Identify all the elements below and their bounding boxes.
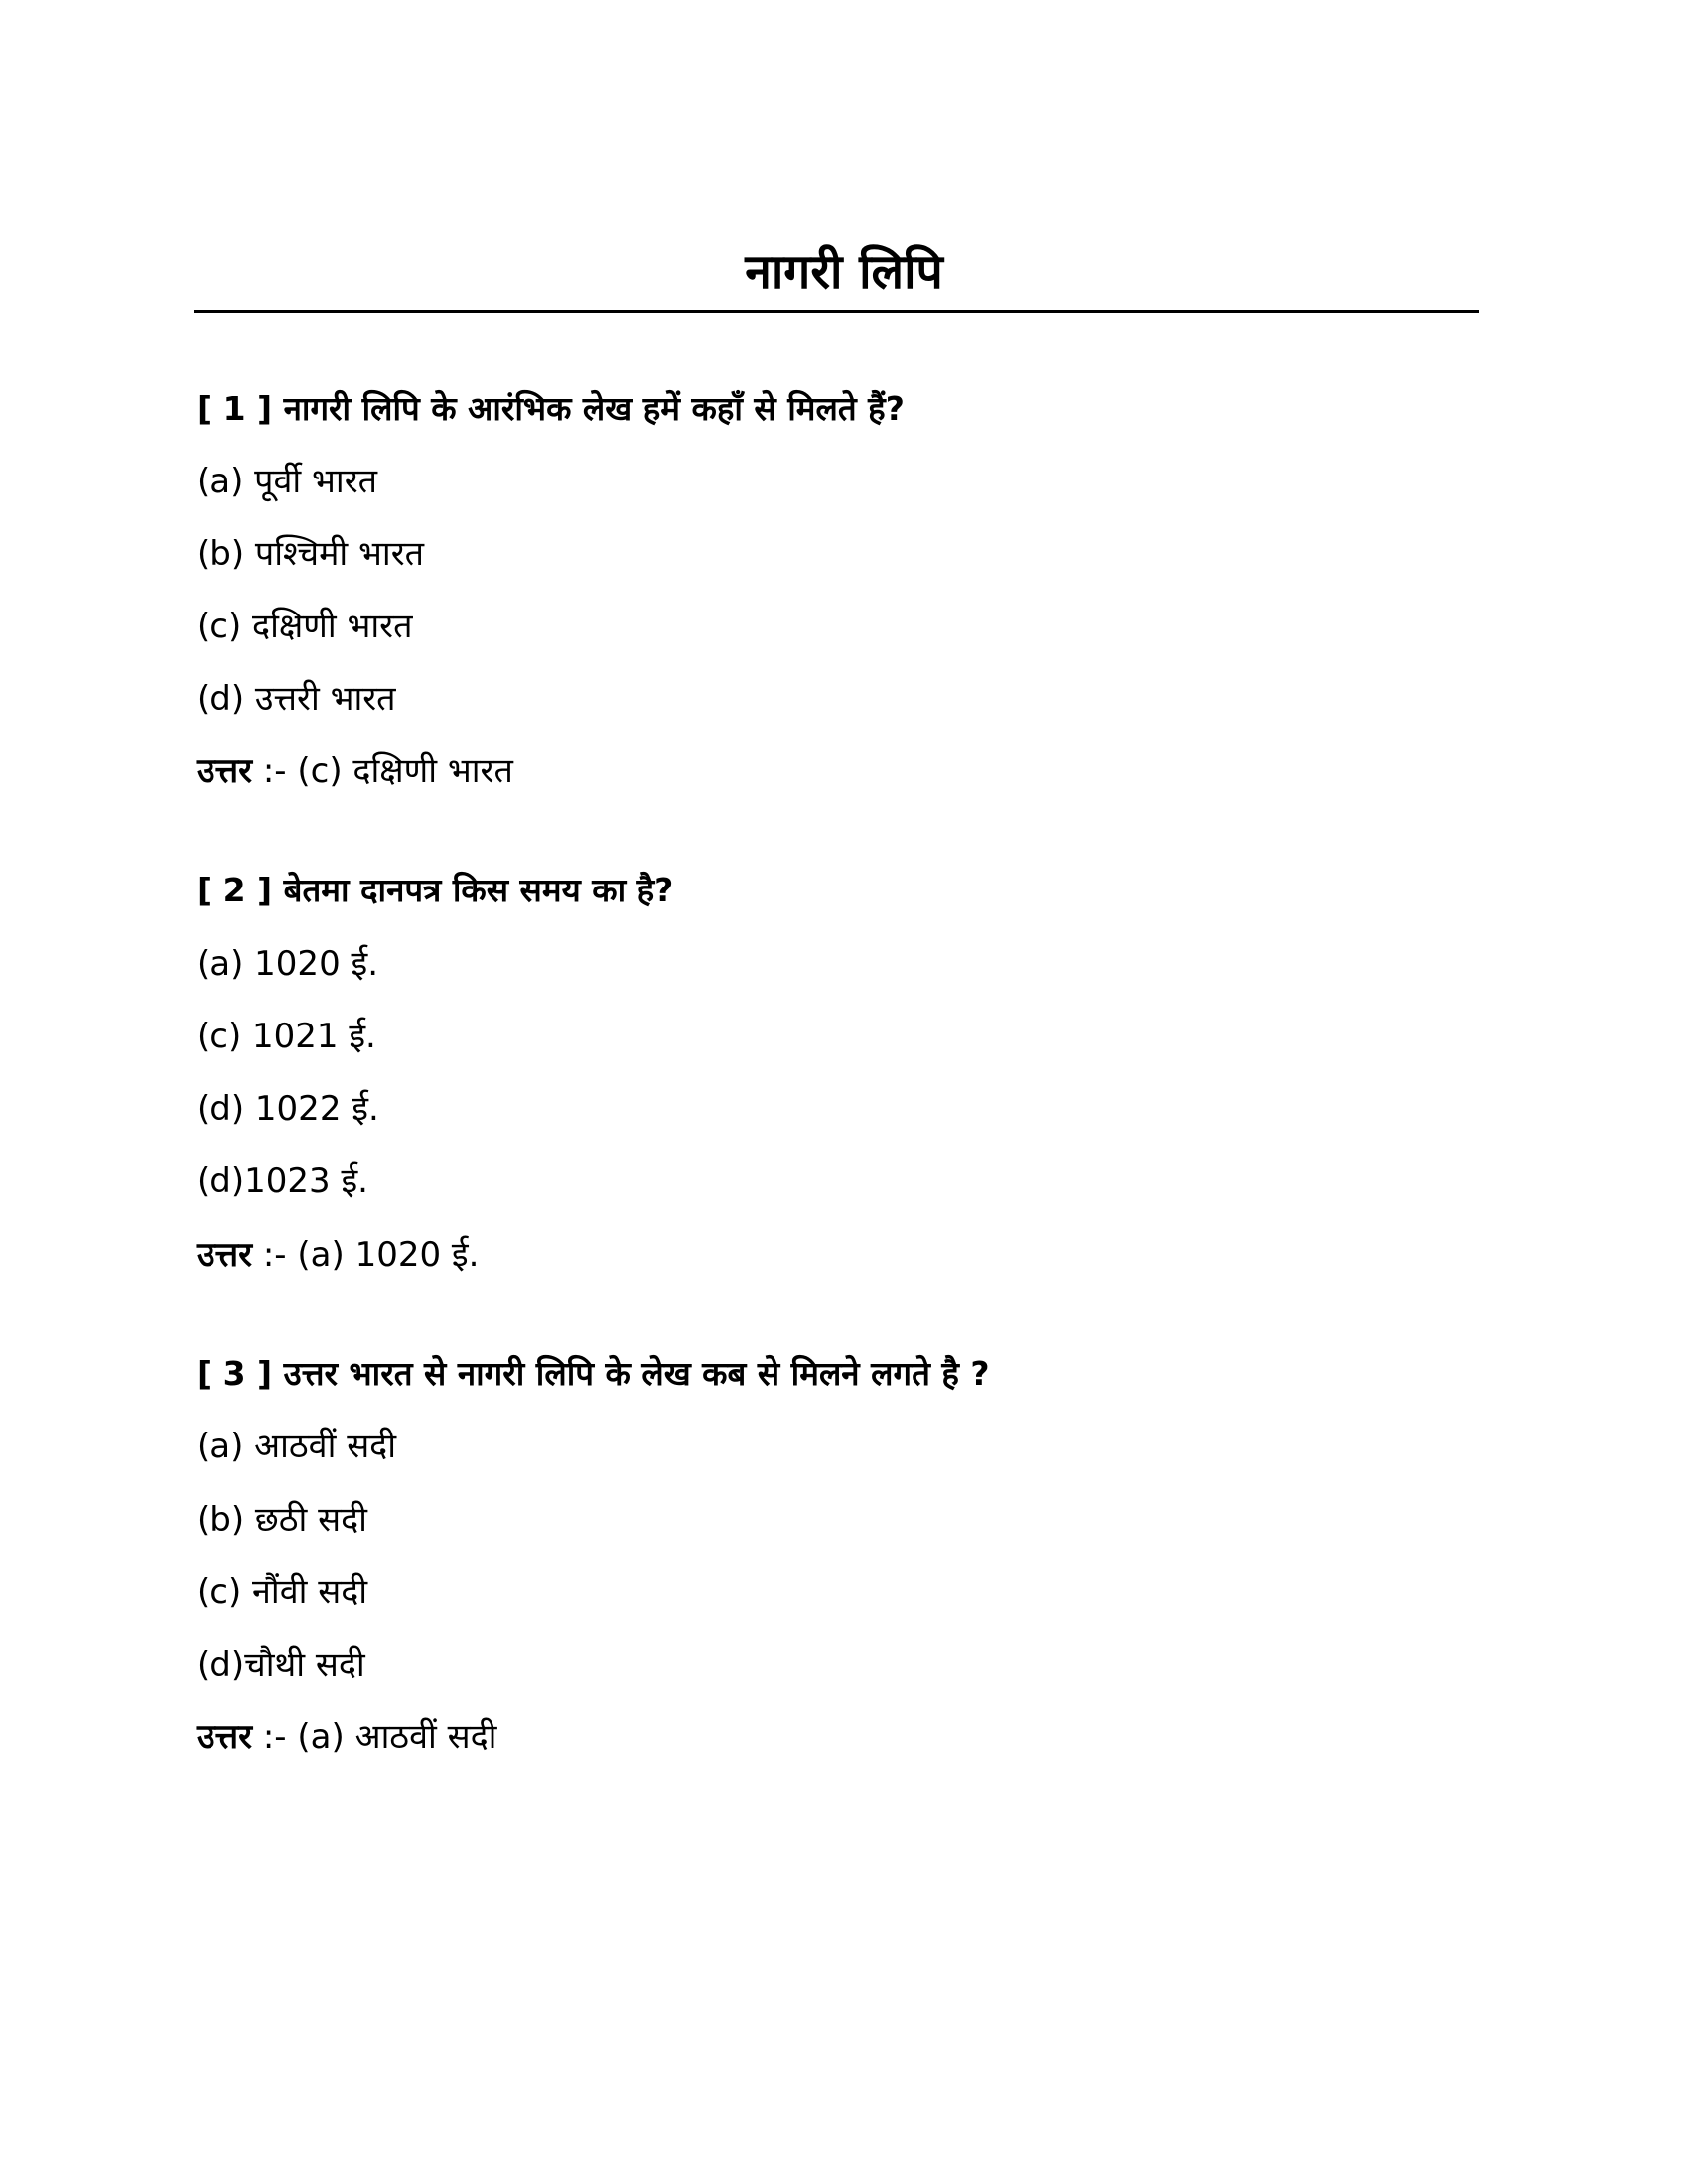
option-1c: (c) दक्षिणी भारत [197, 607, 413, 646]
option-3a: (a) आठवीं सदी [197, 1427, 397, 1466]
option-2b: (c) 1021 ई. [197, 1017, 376, 1056]
answer-text: (a) 1020 ई. [297, 1235, 480, 1275]
question-text: बेतमा दानपत्र किस समय का है? [283, 871, 674, 909]
answer-text: (a) आठवीं सदी [297, 1717, 497, 1757]
question-2 [197, 867, 673, 911]
question-1 [197, 385, 905, 430]
option-3d: (d)चौथी सदी [197, 1645, 365, 1685]
page-title: नागरी लिपि [745, 244, 943, 300]
answer-2 [197, 1230, 479, 1276]
answer-separator: :- [252, 751, 298, 791]
answer-1 [197, 747, 513, 792]
option-1a: (a) पूर्वी भारत [197, 462, 377, 501]
question-text: उत्तर भारत से नागरी लिपि के लेख कब से मिलने लगते है ? [283, 1354, 990, 1393]
question-3 [197, 1350, 990, 1395]
option-3b: (b) छठी सदी [197, 1500, 367, 1540]
title-divider [194, 310, 1479, 313]
option-2c: (d) 1022 ई. [197, 1089, 379, 1129]
option-2a: (a) 1020 ई. [197, 944, 379, 984]
answer-label: उत्तर [197, 1235, 253, 1275]
answer-text: (c) दक्षिणी भारत [297, 751, 513, 791]
option-2d: (d)1023 ई. [197, 1161, 368, 1201]
question-number: [ 1 ] [197, 389, 273, 428]
question-number: [ 2 ] [197, 871, 273, 909]
question-number: [ 3 ] [197, 1354, 273, 1393]
answer-label: उत्तर [197, 751, 253, 791]
option-1d: (d) उत्तरी भारत [197, 679, 396, 719]
question-text: नागरी लिपि के आरंभिक लेख हमें कहाँ से मिलते हैं? [283, 389, 905, 428]
answer-separator: :- [252, 1235, 298, 1275]
answer-separator: :- [252, 1717, 298, 1757]
option-3c: (c) नौंवी सदी [197, 1572, 368, 1612]
answer-3 [197, 1712, 496, 1758]
option-1b: (b) पश्चिमी भारत [197, 534, 425, 574]
answer-label: उत्तर [197, 1717, 253, 1757]
